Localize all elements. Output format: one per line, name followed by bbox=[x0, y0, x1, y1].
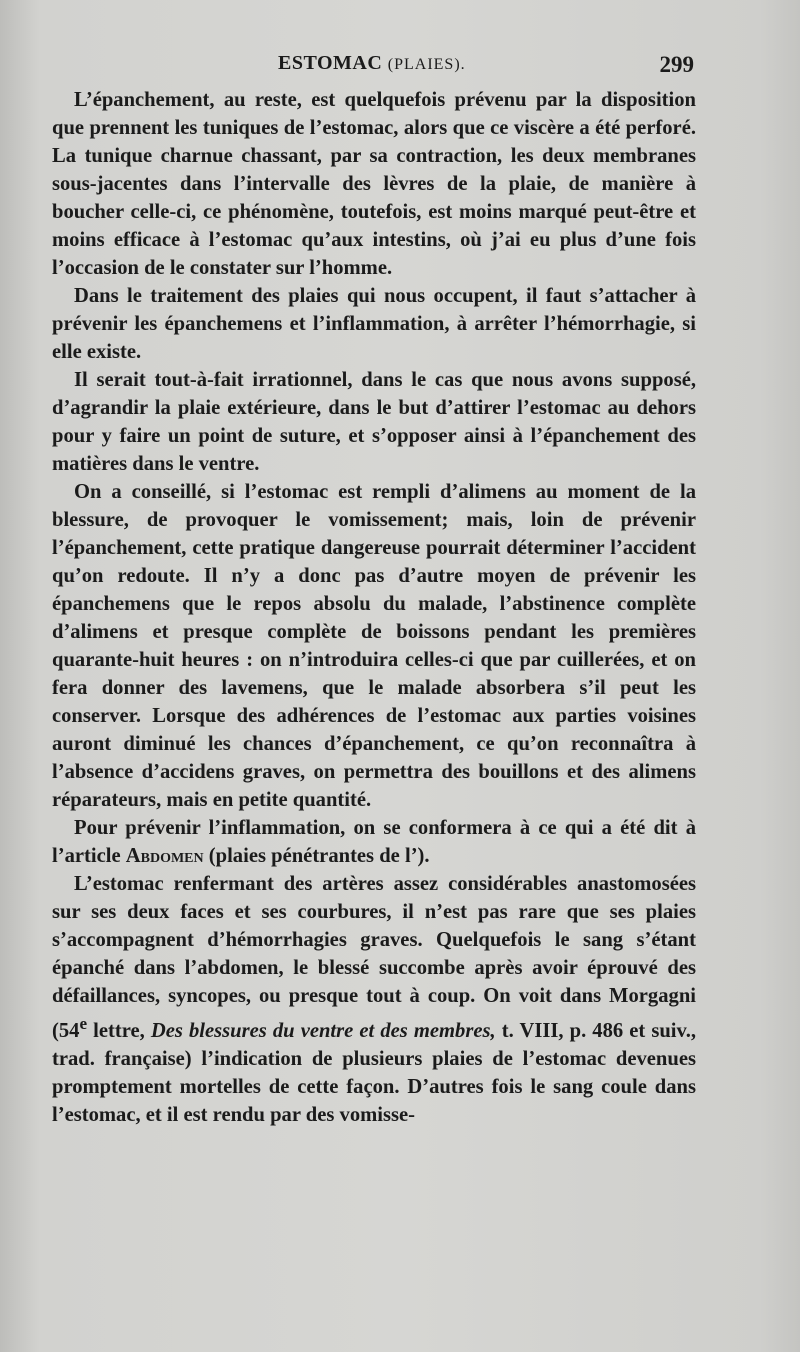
running-title-main: ESTOMAC bbox=[278, 52, 383, 74]
paragraph-2: Dans le traitement des plaies qui nous occupent, il faut s’attacher à prévenir les épanchemens et l’inflammation, à arrêter l’hémorrhagie, si elle existe. bbox=[52, 285, 696, 363]
paragraph-6 bbox=[52, 870, 696, 1129]
paragraph-6-mid: lettre, bbox=[87, 1019, 151, 1042]
paragraph-5-end: (plaies pénétrantes de l’). bbox=[203, 845, 430, 867]
page-header bbox=[52, 52, 698, 82]
paragraph-1: L’épanchement, au reste, est quelquefois prévenu par la disposition que prennent les tuniques de l’estomac, alors que ce viscère a été perforé. La tunique charnue chassant, par sa contraction, les deux membranes sous-jacentes dans l’intervalle des lèvres de la plaie, de manière à boucher celle-ci, ce phénomène, toutefois, est moins marqué peut-être et moins efficace à l’estomac qu’aux intestins, où j’ai eu plus d’une fois l’occasion de le constater sur l’homme. bbox=[52, 89, 696, 279]
running-title bbox=[278, 52, 466, 75]
running-title-sub: (PLAIES). bbox=[387, 56, 466, 73]
article-reference: Abdomen bbox=[125, 845, 204, 867]
ordinal-superscript: e bbox=[79, 1014, 88, 1033]
paragraph-3: Il serait tout-à-fait irrationnel, dans le cas que nous avons supposé, d’agrandir la plaie extérieure, dans le but d’attirer l’estomac au dehors pour y faire un point de suture, et s’opposer ainsi à l’épanchement des matières dans le ventre. bbox=[52, 369, 696, 475]
cited-work-title: Des blessures du ventre et des membres, bbox=[150, 1019, 496, 1042]
paragraph-6-text: L’estomac renfermant des artères assez considérables anastomosées sur ses deux faces et ses courbures, il n’est pas rare que ses plaies s’accompagnent d’hémorrhagies graves. Quelquefois le sang s’étant épanché dans l’abdomen, le blessé succombe après avoir éprouvé des défaillances, syncopes, ou presque tout à coup. On voit dans Morgagni (54 bbox=[52, 873, 696, 1042]
paragraph-5-text: Pour prévenir l’inflammation, on se conformera à ce qui a été dit à l’article bbox=[52, 817, 696, 867]
body-text bbox=[52, 86, 696, 1129]
paragraph-4: On a conseillé, si l’estomac est rempli d’alimens au moment de la blessure, de provoquer le vomissement; mais, loin de prévenir l’épanchement, cette pratique dangereuse pourrait déterminer l’accident qu’on redoute. Il n’y a donc pas d’autre moyen de prévenir les épanchemens que le repos absolu du malade, l’abstinence complète d’alimens et presque complète de boissons pendant les premières quarante-huit heures : on n’introduira celles-ci que par cuillerées, et on fera donner des lavemens, que le malade absorbera s’il peut les conserver. Lorsque des adhérences de l’estomac aux parties voisines auront diminué les chances d’épanchement, ce qu’on reconnaîtra à l’absence d’accidens graves, on permettra des bouillons et des alimens réparateurs, mais en petite quantité. bbox=[52, 481, 696, 811]
paragraph-6-end: t. VIII, p. 486 et suiv., trad. française) l’indication de plusieurs plaies de l’estomac devenues promptement mortelles de cette façon. D’autres fois le sang coule dans l’estomac, et il est rendu par des vomisse- bbox=[52, 1019, 696, 1126]
page-number: 299 bbox=[659, 52, 694, 77]
paragraph-5 bbox=[52, 814, 696, 870]
